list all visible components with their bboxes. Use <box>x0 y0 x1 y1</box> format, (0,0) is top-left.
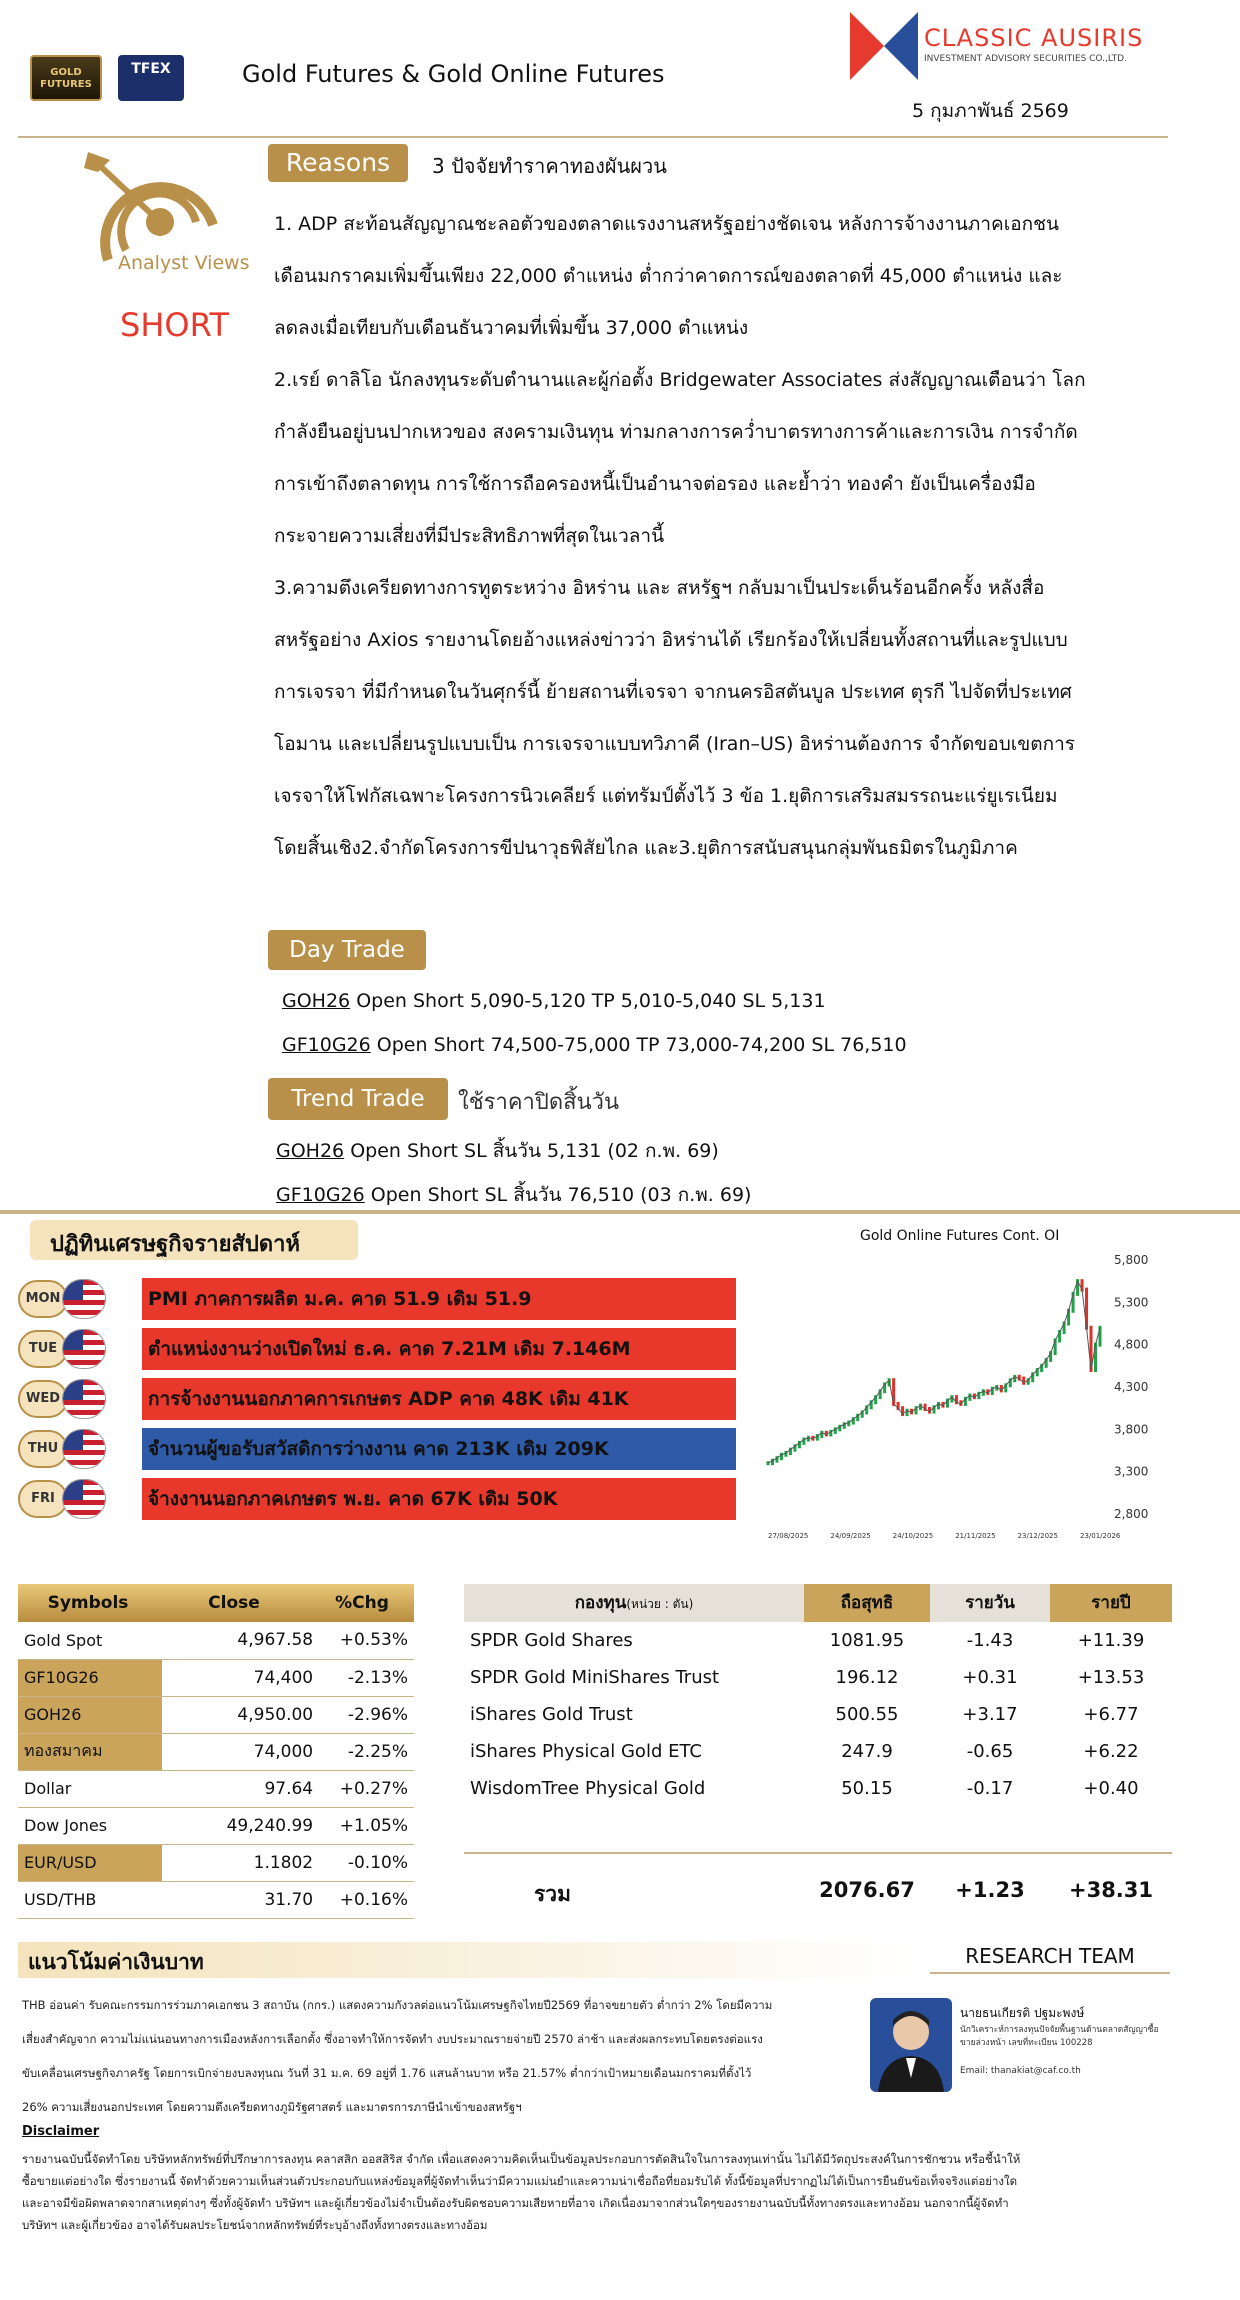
market-chg: -2.13% <box>319 1659 414 1696</box>
reasons-label: Reasons <box>268 144 408 182</box>
us-flag-icon <box>62 1429 106 1469</box>
trend-trade-symbol: GF10G26 <box>276 1184 365 1206</box>
report-date: 5 กุมภาพันธ์ 2569 <box>912 100 1069 122</box>
calendar-row <box>18 1478 738 1520</box>
fund-year: +11.39 <box>1077 1630 1145 1651</box>
fund-hold: 247.9 <box>841 1741 893 1762</box>
fund-hold: 1081.95 <box>829 1630 905 1651</box>
chart-candle <box>1085 1288 1088 1330</box>
market-row <box>18 1733 414 1770</box>
calendar-day: TUE <box>18 1330 68 1368</box>
x-tick-label: 24/10/2025 <box>892 1532 934 1540</box>
fund-day: +0.31 <box>962 1667 1018 1688</box>
trend-trade-text: Open Short SL สิ้นวัน 76,510 (03 ก.พ. 69) <box>370 1184 752 1206</box>
trend-trade-note: ใช้ราคาปิดสิ้นวัน <box>458 1090 620 1115</box>
calendar-event: ตำแหน่งงานว่างเปิดใหม่ ธ.ค. คาด 7.21M เดิม 7.146M <box>142 1328 736 1370</box>
market-row <box>18 1881 414 1918</box>
thb-title-box <box>18 1942 918 1978</box>
page-title: Gold Futures & Gold Online Futures <box>242 60 665 88</box>
section-divider <box>0 1210 1240 1214</box>
market-symbol: USD/THB <box>18 1881 162 1918</box>
gold-futures-logo <box>30 55 102 101</box>
reason-line: เจรจาให้โฟกัสเฉพาะโครงการนิวเคลียร์ แต่ทรัมป์ตั้งไว้ 3 ข้อ 1.ยุติการเสริมสมรรถนะแร่ยูเรเนียม <box>274 785 1058 807</box>
fund-day: +3.17 <box>962 1704 1018 1725</box>
market-symbol: ทองสมาคม <box>18 1733 162 1770</box>
fund-row <box>464 1733 1172 1770</box>
market-row <box>18 1659 414 1696</box>
oi-chart <box>760 1222 1180 1554</box>
market-close: 74,000 <box>162 1733 319 1770</box>
market-chg: +0.16% <box>319 1881 414 1918</box>
reason-line: การเข้าถึงตลาดทุน การใช้การถือครองหนี้เป็นอำนาจต่อรอง และย้ำว่า ทองคำ ยังเป็นเครื่องมือ <box>274 473 1036 495</box>
fund-row <box>464 1659 1172 1696</box>
market-chg: +0.27% <box>319 1770 414 1807</box>
calendar-event: การจ้างงานนอกภาคการเกษตร ADP คาด 48K เดิม 41K <box>142 1378 736 1420</box>
research-avatar <box>870 1998 952 2092</box>
fund-header-hold: ถือสุทธิ <box>804 1584 930 1622</box>
fund-header-day: รายวัน <box>965 1593 1015 1613</box>
thb-line: THB อ่อนค่า รับคณะกรรมการร่วมภาคเอกชน 3 สถาบัน (กกร.) แสดงความกังวลต่อแนวโน้มเศรษฐกิจไทยปี2569 ที่อาจขยายตัว ต่ำกว่า 2% โดยมีความ <box>22 1998 773 2012</box>
fund-total-day: +1.23 <box>955 1878 1025 1902</box>
analyst-view: SHORT <box>120 306 230 344</box>
market-chg: +1.05% <box>319 1807 414 1844</box>
fund-header-name <box>464 1584 804 1622</box>
thb-line: 26% ความเสี่ยงนอกประเทศ โดยความตึงเครียดทางภูมิรัฐศาสตร์ และมาตรการภาษีนำเข้าของสหรัฐฯ <box>22 2100 522 2114</box>
market-chg: -2.25% <box>319 1733 414 1770</box>
company-name: CLASSIC AUSIRIS <box>924 24 1144 52</box>
y-tick-label: 5,800 <box>1114 1253 1149 1267</box>
fund-year: +13.53 <box>1077 1667 1145 1688</box>
fund-year: +6.77 <box>1083 1704 1139 1725</box>
market-rows <box>18 1622 414 1919</box>
calendar-row <box>18 1378 738 1420</box>
day-trade-row <box>282 1034 907 1056</box>
fund-header-unit: (หน่วย : ตัน) <box>626 1597 694 1611</box>
y-tick-label: 4,800 <box>1114 1337 1149 1352</box>
chart-candle <box>1022 1377 1025 1385</box>
disclaimer-line: ซื้อขายแต่อย่างใด ซึ่งรายงานนี้ จัดทำด้วยความเห็นส่วนตัวประกอบกับแหล่งข้อมูลที่ผู้จัดทำเห็นว่ามีความแม่นยำและความน่าเชื่อถือที่ยอมรับได้ ทั้งนี้ข้อมูลที่ปรากฏไม่ได้เป็นการยืนยันข้อเท็จจริงแต่อย่างใด <box>22 2174 1018 2188</box>
fund-name: SPDR Gold MiniShares Trust <box>470 1667 720 1688</box>
chart-candle <box>843 1422 846 1429</box>
market-chg: -2.96% <box>319 1696 414 1733</box>
company-sub: INVESTMENT ADVISORY SECURITIES CO.,LTD. <box>924 54 1127 64</box>
reasons-heading: 3 ปัจจัยทำราคาทองผันผวน <box>432 154 667 178</box>
trend-trade-row <box>276 1136 719 1166</box>
calendar-day: MON <box>18 1280 68 1318</box>
tfex-logo-text: TFEX <box>131 61 171 77</box>
market-close: 74,400 <box>162 1659 319 1696</box>
x-tick-label: 23/12/2025 <box>1017 1532 1058 1540</box>
fund-hold: 50.15 <box>841 1778 893 1799</box>
market-symbol: Dollar <box>18 1770 162 1807</box>
reason-line: 2.เรย์ ดาลิโอ นักลงทุนระดับตำนานและผู้ก่อตั้ง Bridgewater Associates ส่งสัญญาณเตือนว่า โลก <box>274 369 1086 391</box>
market-header-symbol: Symbols <box>47 1593 129 1613</box>
fund-row <box>464 1770 1172 1807</box>
fund-year: +6.22 <box>1083 1741 1139 1762</box>
disclaimer-line: บริษัทฯ และผู้เกี่ยวข้อง อาจได้รับผลประโยชน์จากหลักทรัพย์ที่ระบุอ้างถึงทั้งทางตรงและทางอ้อม <box>22 2218 488 2232</box>
fund-day: -0.65 <box>966 1741 1014 1762</box>
reason-line: สหรัฐอย่าง Axios รายงานโดยอ้างแหล่งข่าวว่า อิหร่านได้ เรียกร้องให้เปลี่ยนทั้งสถานที่และรูปแบบ <box>274 629 1068 651</box>
calendar-event: จำนวนผู้ขอรับสวัสดิการว่างงาน คาด 213K เดิม 209K <box>142 1428 736 1470</box>
disclaimer-title: Disclaimer <box>22 2124 100 2139</box>
market-close: 1.1802 <box>162 1844 319 1881</box>
trend-trade-text: Open Short SL สิ้นวัน 5,131 (02 ก.พ. 69) <box>350 1140 719 1162</box>
reason-line: 3.ความตึงเครียดทางการทูตระหว่าง อิหร่าน และ สหรัฐฯ กลับมาเป็นประเด็นร้อนอีกครั้ง หลังสื่อ <box>274 577 1045 599</box>
fund-header <box>464 1584 1172 1622</box>
fund-day: -0.17 <box>966 1778 1014 1799</box>
us-flag-icon <box>62 1279 106 1319</box>
fund-name: WisdomTree Physical Gold <box>470 1778 706 1799</box>
chart-title: Gold Online Futures Cont. OI <box>860 1228 1060 1244</box>
reason-line: โดยสิ้นเชิง2.จำกัดโครงการขีปนาวุธพิสัยไกล และ3.ยุติการสนับสนุนกลุ่มพันธมิตรในภูมิภาค <box>274 837 1018 859</box>
fund-total-divider <box>464 1852 1172 1854</box>
calendar-title: ปฏิทินเศรษฐกิจรายสัปดาห์ <box>50 1232 301 1257</box>
chart-candle <box>968 1393 971 1400</box>
market-row <box>18 1696 414 1733</box>
fund-name: SPDR Gold Shares <box>470 1630 633 1651</box>
fund-table <box>464 1584 1172 1906</box>
fund-total-year: +38.31 <box>1068 1878 1154 1902</box>
market-close: 31.70 <box>162 1881 319 1918</box>
x-tick-label: 24/09/2025 <box>830 1532 871 1540</box>
calendar-title-box <box>30 1220 358 1260</box>
reason-line: กระจายความเสี่ยงที่มีประสิทธิภาพที่สุดในเวลานี้ <box>274 525 665 547</box>
fund-row <box>464 1696 1172 1733</box>
market-table <box>18 1584 414 1919</box>
gold-futures-logo-text: GOLD FUTURES <box>40 67 92 90</box>
market-row <box>18 1807 414 1844</box>
trend-trade-symbol: GOH26 <box>276 1140 345 1162</box>
y-tick-label: 3,300 <box>1114 1464 1149 1479</box>
market-chg: +0.53% <box>319 1622 414 1659</box>
day-trade-text: Open Short 5,090-5,120 TP 5,010-5,040 SL 5,131 <box>356 990 826 1012</box>
fund-total-row <box>464 1872 1172 1912</box>
disclaimer-line: รายงานฉบับนี้จัดทำโดย บริษัทหลักทรัพย์ที่ปรึกษาการลงทุน คลาสสิก ออสสิริส จำกัด เพื่อแสดงความคิดเห็นเป็นข้อมูลประกอบการตัดสินใจในการลงทุนเท่านั้น ไม่ได้มีวัตถุประสงค์ในการชักชวน หรือชี้นำให้ <box>22 2152 1021 2166</box>
fund-name: iShares Physical Gold ETC <box>470 1741 702 1762</box>
reason-line: การเจรจา ที่มีกำหนดในวันศุกร์นี้ ย้ายสถานที่เจรจา จากนครอิสตันบูล ประเทศ ตุรกี ไปจัดที่ประเทศ <box>274 681 1072 703</box>
day-trade-symbol: GOH26 <box>282 990 351 1012</box>
market-symbol: Dow Jones <box>18 1807 162 1844</box>
research-email: Email: thanakiat@caf.co.th <box>960 2066 1081 2076</box>
calendar-row <box>18 1328 738 1370</box>
calendar-row <box>18 1428 738 1470</box>
market-symbol: Gold Spot <box>18 1622 162 1659</box>
fund-total-label: รวม <box>534 1882 571 1906</box>
chart-svg <box>760 1252 1180 1552</box>
fund-name: iShares Gold Trust <box>470 1704 633 1725</box>
chart-candle <box>982 1389 985 1396</box>
header-divider <box>18 136 1168 138</box>
thb-body <box>22 1988 882 2124</box>
thb-title: แนวโน้มค่าเงินบาท <box>28 1950 204 1974</box>
market-header <box>18 1584 414 1622</box>
fund-hold: 196.12 <box>835 1667 899 1688</box>
trend-trade-label: Trend Trade <box>268 1078 448 1120</box>
reasons-body <box>274 206 1204 866</box>
fund-row <box>464 1622 1172 1659</box>
reason-line: ลดลงเมื่อเทียบกับเดือนธันวาคมที่เพิ่มขึ้น 37,000 ตำแหน่ง <box>274 317 749 339</box>
reason-line: กำลังยืนอยู่บนปากเหวของ สงครามเงินทุน ท่ามกลางการคว่ำบาตรทางการค้าและการเงิน การจำกัด <box>274 421 1078 443</box>
disclaimer-body <box>22 2148 1182 2236</box>
fund-total-hold: 2076.67 <box>819 1878 915 1902</box>
y-tick-label: 3,800 <box>1114 1422 1149 1437</box>
calendar-day: THU <box>18 1430 68 1468</box>
market-close: 4,967.58 <box>162 1622 319 1659</box>
disclaimer-line: และอาจมีข้อผิดพลาดจากสาเหตุต่างๆ ซึ่งทั้งผู้จัดทำ บริษัทฯ และผู้เกี่ยวข้องไม่จำเป็นต้องรับผิดชอบความเสียหายที่อาจ เกิดเนื่องมาจากส่วนใดๆของรายงานฉบับนี้ทั้งทางตรงและทางอ้อม นอกจากนี้ผู้จัดทำ <box>22 2196 1009 2210</box>
x-tick-label: 23/01/2026 <box>1080 1532 1121 1540</box>
thb-line: ขับเคลื่อนเศรษฐกิจภาครัฐ โดยการเบิกจ่ายงบลงทุนณ วันที่ 31 ม.ค. 69 อยู่ที่ 1.76 แสนล้านบาท หรือ 21.57% ต่ำกว่าเป้าหมายเดือนมกราคมที่ตั้งไว้ <box>22 2066 752 2080</box>
us-flag-icon <box>62 1379 106 1419</box>
market-row <box>18 1622 414 1659</box>
research-title: RESEARCH TEAM <box>930 1944 1170 1974</box>
fund-day: -1.43 <box>966 1630 1014 1651</box>
reason-line: โอมาน และเปลี่ยนรูปแบบเป็น การเจรจาแบบทวิภาคี (Iran–US) อิหร่านต้องการ จำกัดขอบเขตการ <box>274 733 1075 755</box>
us-flag-icon <box>62 1329 106 1369</box>
fund-header-label: กองทุน <box>574 1593 627 1613</box>
reason-line: เดือนมกราคมเพิ่มขึ้นเพียง 22,000 ตำแหน่ง ต่ำกว่าคาดการณ์ของตลาดที่ 45,000 ตำแหน่ง และ <box>274 265 1063 287</box>
chart-candle <box>1013 1375 1016 1382</box>
research-name: นายธนเกียรติ ปฐมะพงษ์ <box>960 2006 1085 2020</box>
calendar-row <box>18 1278 738 1320</box>
day-trade-row <box>282 990 826 1012</box>
fund-rows <box>464 1622 1172 1807</box>
y-tick-label: 4,300 <box>1114 1380 1149 1394</box>
market-symbol: EUR/USD <box>18 1844 162 1881</box>
x-tick-label: 27/08/2025 <box>768 1532 809 1540</box>
chart-line <box>768 1281 1100 1463</box>
fund-year: +0.40 <box>1083 1778 1139 1799</box>
fund-hold: 500.55 <box>835 1704 899 1725</box>
person-icon <box>870 1998 952 2092</box>
company-logo <box>850 12 1180 92</box>
reason-line: 1. ADP สะท้อนสัญญาณชะลอตัวของตลาดแรงงานสหรัฐอย่างชัดเจน หลังการจ้างงานภาคเอกชน <box>274 213 1060 235</box>
market-close: 97.64 <box>162 1770 319 1807</box>
trend-trade-row <box>276 1180 751 1210</box>
calendar-event: จ้างงานนอกภาคเกษตร พ.ย. คาด 67K เดิม 50K <box>142 1478 736 1520</box>
x-tick-label: 21/11/2025 <box>955 1532 996 1540</box>
market-symbol: GOH26 <box>18 1696 162 1733</box>
day-trade-text: Open Short 74,500-75,000 TP 73,000-74,200 SL 76,510 <box>376 1034 907 1056</box>
calendar-day: FRI <box>18 1480 68 1518</box>
market-header-chg: %Chg <box>335 1593 389 1613</box>
company-mark-icon <box>850 12 918 80</box>
tfex-logo <box>118 55 184 101</box>
fund-header-year: รายปี <box>1050 1584 1172 1622</box>
market-symbol: GF10G26 <box>18 1659 162 1696</box>
market-header-close: Close <box>208 1593 260 1613</box>
us-flag-icon <box>62 1479 106 1519</box>
calendar-day: WED <box>18 1380 68 1418</box>
market-row <box>18 1770 414 1807</box>
research-role: นักวิเคราะห์การลงทุนปัจจัยพื้นฐานด้านตลาดสัญญาซื้อขายล่วงหน้า เลขที่ทะเบียน 100228 <box>960 2025 1159 2048</box>
day-trade-label: Day Trade <box>268 930 426 970</box>
market-chg: -0.10% <box>319 1844 414 1881</box>
y-tick-label: 5,300 <box>1114 1295 1149 1310</box>
day-trade-symbol: GF10G26 <box>282 1034 371 1056</box>
chart-candle <box>906 1409 909 1416</box>
chart-candle <box>937 1402 940 1409</box>
market-close: 49,240.99 <box>162 1807 319 1844</box>
analyst-label: Analyst Views <box>118 252 250 274</box>
calendar-event: PMI ภาคการผลิต ม.ค. คาด 51.9 เดิม 51.9 <box>142 1278 736 1320</box>
y-tick-label: 2,800 <box>1114 1507 1149 1521</box>
market-row <box>18 1844 414 1881</box>
chart-candle <box>820 1431 823 1438</box>
thb-line: เสี่ยงสำคัญจาก ความไม่แน่นอนทางการเมืองหลังการเลือกตั้ง ซึ่งอาจทำให้การจัดทำ งบประมาณรายจ่ายปี 2570 ล่าช้า และส่งผลกระทบโดยตรงต่อแรง <box>22 2032 763 2046</box>
market-close: 4,950.00 <box>162 1696 319 1733</box>
